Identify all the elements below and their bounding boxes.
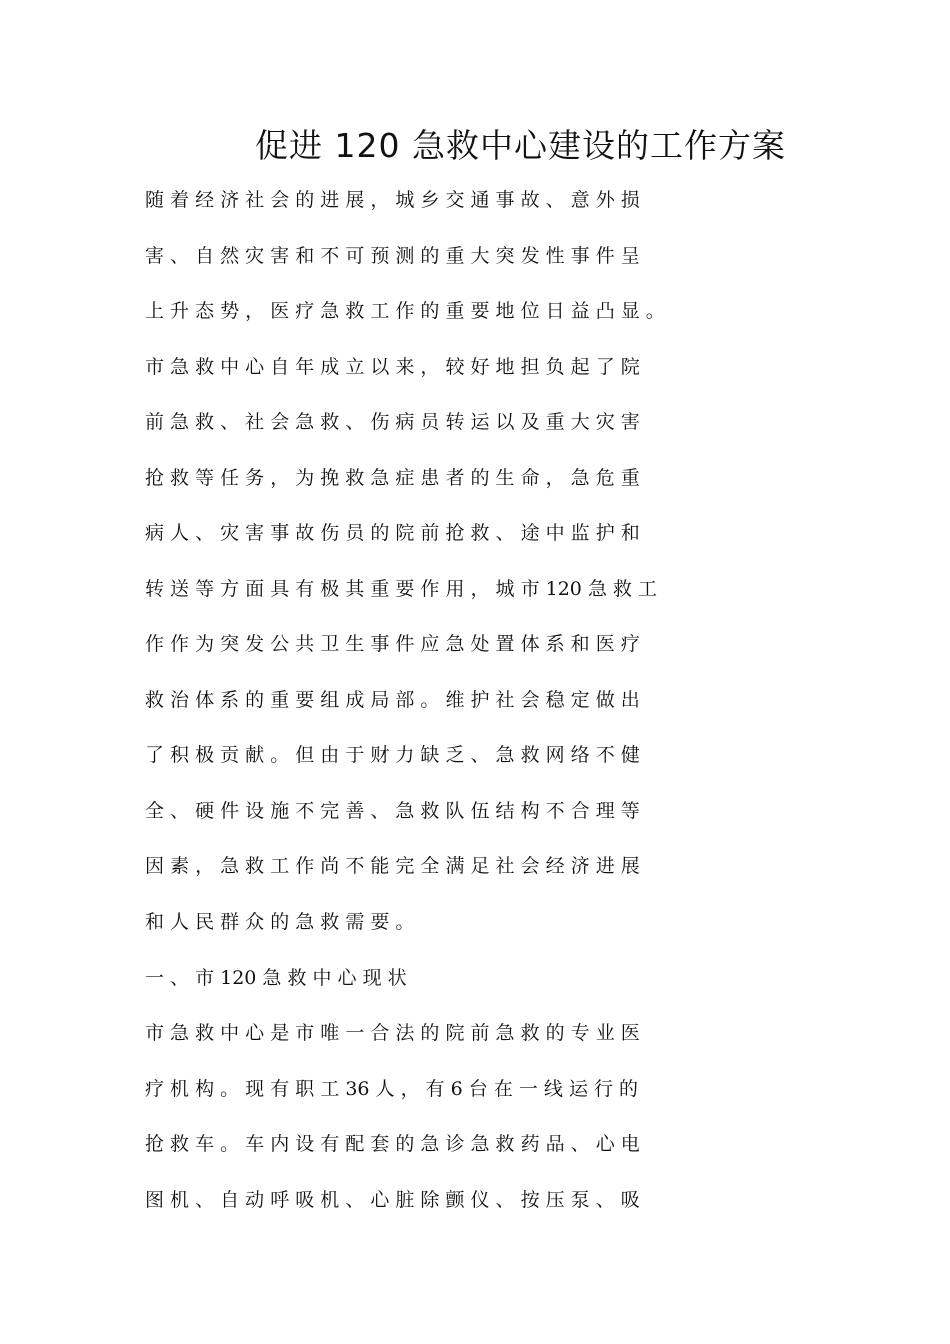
body-line: 抢 救 车 。 车 内 设 有 配 套 的 急 诊 急 救 药 品 、 心 电 — [145, 1133, 640, 1155]
body-line: 病 人 、 灾 害 事 故 伤 员 的 院 前 抢 救 、 途 中 监 护 和 — [145, 522, 640, 544]
body-line: 作 作 为 突 发 公 共 卫 生 事 件 应 急 处 置 体 系 和 医 疗 — [145, 633, 640, 655]
section-heading: 一 、 市 120 急 救 中 心 现 状 — [145, 967, 407, 989]
body-line: 害 、 自 然 灾 害 和 不 可 预 测 的 重 大 突 发 性 事 件 呈 — [145, 245, 640, 267]
body-line: 和 人 民 群 众 的 急 救 需 要 。 — [145, 911, 415, 933]
body-line: 因 素 ， 急 救 工 作 尚 不 能 完 全 满 足 社 会 经 济 进 展 — [145, 855, 640, 877]
body-line: 市 急 救 中 心 是 市 唯 一 合 法 的 院 前 急 救 的 专 业 医 — [145, 1022, 640, 1044]
body-line: 转 送 等 方 面 具 有 极 其 重 要 作 用 ， 城 市 120 急 救 工 — [145, 578, 658, 600]
body-line: 图 机 、 自 动 呼 吸 机 、 心 脏 除 颤 仪 、 按 压 泵 、 吸 — [145, 1189, 640, 1211]
body-line: 抢 救 等 任 务 ， 为 挽 救 急 症 患 者 的 生 命 ， 急 危 重 — [145, 467, 640, 489]
body-line: 市 急 救 中 心 自 年 成 立 以 来 ， 较 好 地 担 负 起 了 院 — [145, 356, 640, 378]
body-line: 上 升 态 势 ， 医 疗 急 救 工 作 的 重 要 地 位 日 益 凸 显 。 — [145, 300, 665, 322]
document-title: 促进 120 急救中心建设的工作方案 — [255, 126, 786, 165]
body-line: 救 治 体 系 的 重 要 组 成 局 部 。 维 护 社 会 稳 定 做 出 — [145, 689, 640, 711]
body-line: 随 着 经 济 社 会 的 进 展 ， 城 乡 交 通 事 故 、 意 外 损 — [145, 189, 640, 211]
body-line: 全 、 硬 件 设 施 不 完 善 、 急 救 队 伍 结 构 不 合 理 等 — [145, 800, 640, 822]
body-line: 疗 机 构 。 现 有 职 工 36 人 ， 有 6 台 在 一 线 运 行 的 — [145, 1078, 639, 1100]
body-line: 了 积 极 贡 献 。 但 由 于 财 力 缺 乏 、 急 救 网 络 不 健 — [145, 744, 640, 766]
body-line: 前 急 救 、 社 会 急 救 、 伤 病 员 转 运 以 及 重 大 灾 害 — [145, 411, 640, 433]
